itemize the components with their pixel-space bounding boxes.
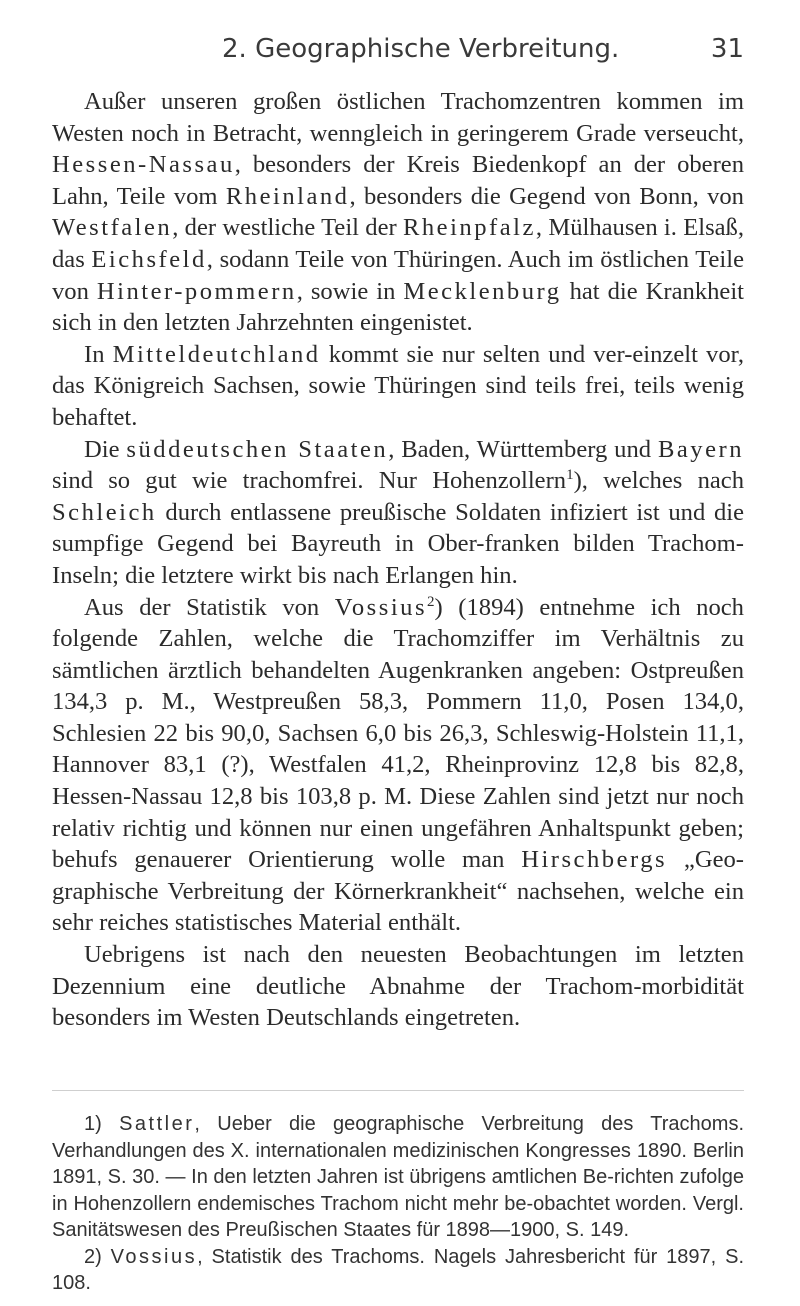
footnote-text: , Ueber die geographische Verbreitung des Trachoms. Verhandlungen des X. internationalen medizinischen Kongresses 1890. Berlin 1891, S. 30. — In den letzten Jahren ist übrigens amtlichen Be-richten zufolge in Hohenzollern endemisches Trachom nicht mehr be-obachtet worden. Vergl. Sanitätswesen des Preußischen Staates für 1898—1900, S. 149. [52,1113,745,1241]
emphasized-term: Rheinland [225,182,350,210]
text-run: Außer unseren großen östlichen Trachomzentren kommen im Westen noch in Betracht, wenngleich in geringerem Grade verseucht, [52,88,744,147]
paragraph-decline [52,939,744,1034]
text-run: sind so gut wie trachomfrei. Nur Hohenzollern [52,467,567,495]
text-run: In [84,340,113,368]
text-run: , sodann Teile von Thüringen. Auch im östlichen Teile von [52,245,744,305]
text-run: Uebrigens ist nach den neuesten Beobachtungen im letzten Dezennium eine deutliche Abnahme der Trachom-morbidität besonders im Westen Deutschlands eingetreten. [52,941,744,1032]
footnote-text: , Statistik des Trachoms. Nagels Jahresbericht für 1897, S. 108. [52,1245,744,1294]
text-run: Aus der Statistik von [84,593,335,621]
footnote-number: 2) [84,1245,111,1268]
footnote-1 [52,1111,744,1244]
emphasized-term: Hinter-pommern [96,277,297,305]
text-run: , Mülhausen i. Elsaß, das [52,214,744,273]
text-run: kommt sie nur selten und ver-einzelt vor, das Königreich Sachsen, sowie Thüringen sind teils frei, teils wenig behaftet. [52,340,744,431]
running-header [52,34,744,74]
text-run: hat die Krankheit sich in den letzten Jahrzehnten eingenistet. [52,277,744,337]
main-text [52,86,744,1034]
text-run: durch entlassene preußische Soldaten infiziert ist und die sumpfige Gegend bei Bayreuth in Ober-franken bilden Trachom-Inseln; die letztere wirkt bis nach Erlangen hin. [52,498,744,589]
emphasized-term: Eichsfeld [91,245,207,273]
footnote-2 [52,1244,744,1297]
text-run: , besonders die Gegend von Bonn, von [349,182,744,210]
book-page [52,0,744,1306]
footnotes [52,1111,744,1297]
emphasized-term: Rheinpfalz [402,214,536,242]
paragraph-west [52,86,744,339]
emphasized-term: Westfalen [52,214,173,242]
footnote-author: Sattler [119,1113,195,1135]
emphasized-term: Mecklenburg [403,277,562,305]
emphasized-term: Vossius [334,593,428,621]
chapter-title: 2. Geographische Verbreitung. [222,34,620,64]
emphasized-term: Hessen-Nassau [52,151,235,179]
text-run: , besonders der Kreis Biedenkopf an der oberen Lahn, Teile vom [52,151,744,210]
text-run: ), welches nach [573,467,744,495]
emphasized-term: Hirschbergs [521,846,668,874]
emphasized-term: süddeutschen Staaten [126,435,389,463]
page-number: 31 [710,34,744,64]
footnote-marker: 1 [566,467,574,484]
text-run: , sowie in [296,277,404,305]
paragraph-central [52,339,744,434]
footnote-divider [52,1090,744,1091]
paragraph-south [52,434,744,592]
text-run: , der westliche Teil der [172,214,403,242]
emphasized-term: Schleich [52,498,157,526]
emphasized-term: Bayern [657,435,744,463]
text-run: Die [84,435,127,463]
text-run: „Geo-graphische Verbreitung der Körnerkrankheit“ nachsehen, welche ein sehr reiches statistisches Material enthält. [52,846,744,937]
footnote-marker: 2 [427,593,435,610]
footnote-author: Vossius [110,1245,198,1268]
text-run: ) (1894) entnehme ich noch folgende Zahlen, welche die Trachomziffer im Verhältnis zu sämtlichen ärztlich behandelten Augenkranken angeben: Ostpreußen 134,3 p. M., Westpreußen 58,3, Pommern 11,0, Posen 134,0, Schlesien 22 bis 90,0, Sachsen 6,0 bis 26,3, Schleswig-Holstein 11,1, Hannover 83,1 (?), Westfalen 41,2, Rheinprovinz 12,8 bis 82,8, Hessen-Nassau 12,8 bis 103,8 p. M. Diese Zahlen sind jetzt nur noch relativ richtig und können nur einen ungefähren Anhaltspunkt geben; behufs genauerer Orientierung wolle man [52,593,744,874]
paragraph-statistics [52,592,744,940]
emphasized-term: Mitteldeutchland [112,340,321,368]
footnote-number: 1) [84,1113,120,1135]
text-run: , Baden, Württemberg und [388,435,658,463]
